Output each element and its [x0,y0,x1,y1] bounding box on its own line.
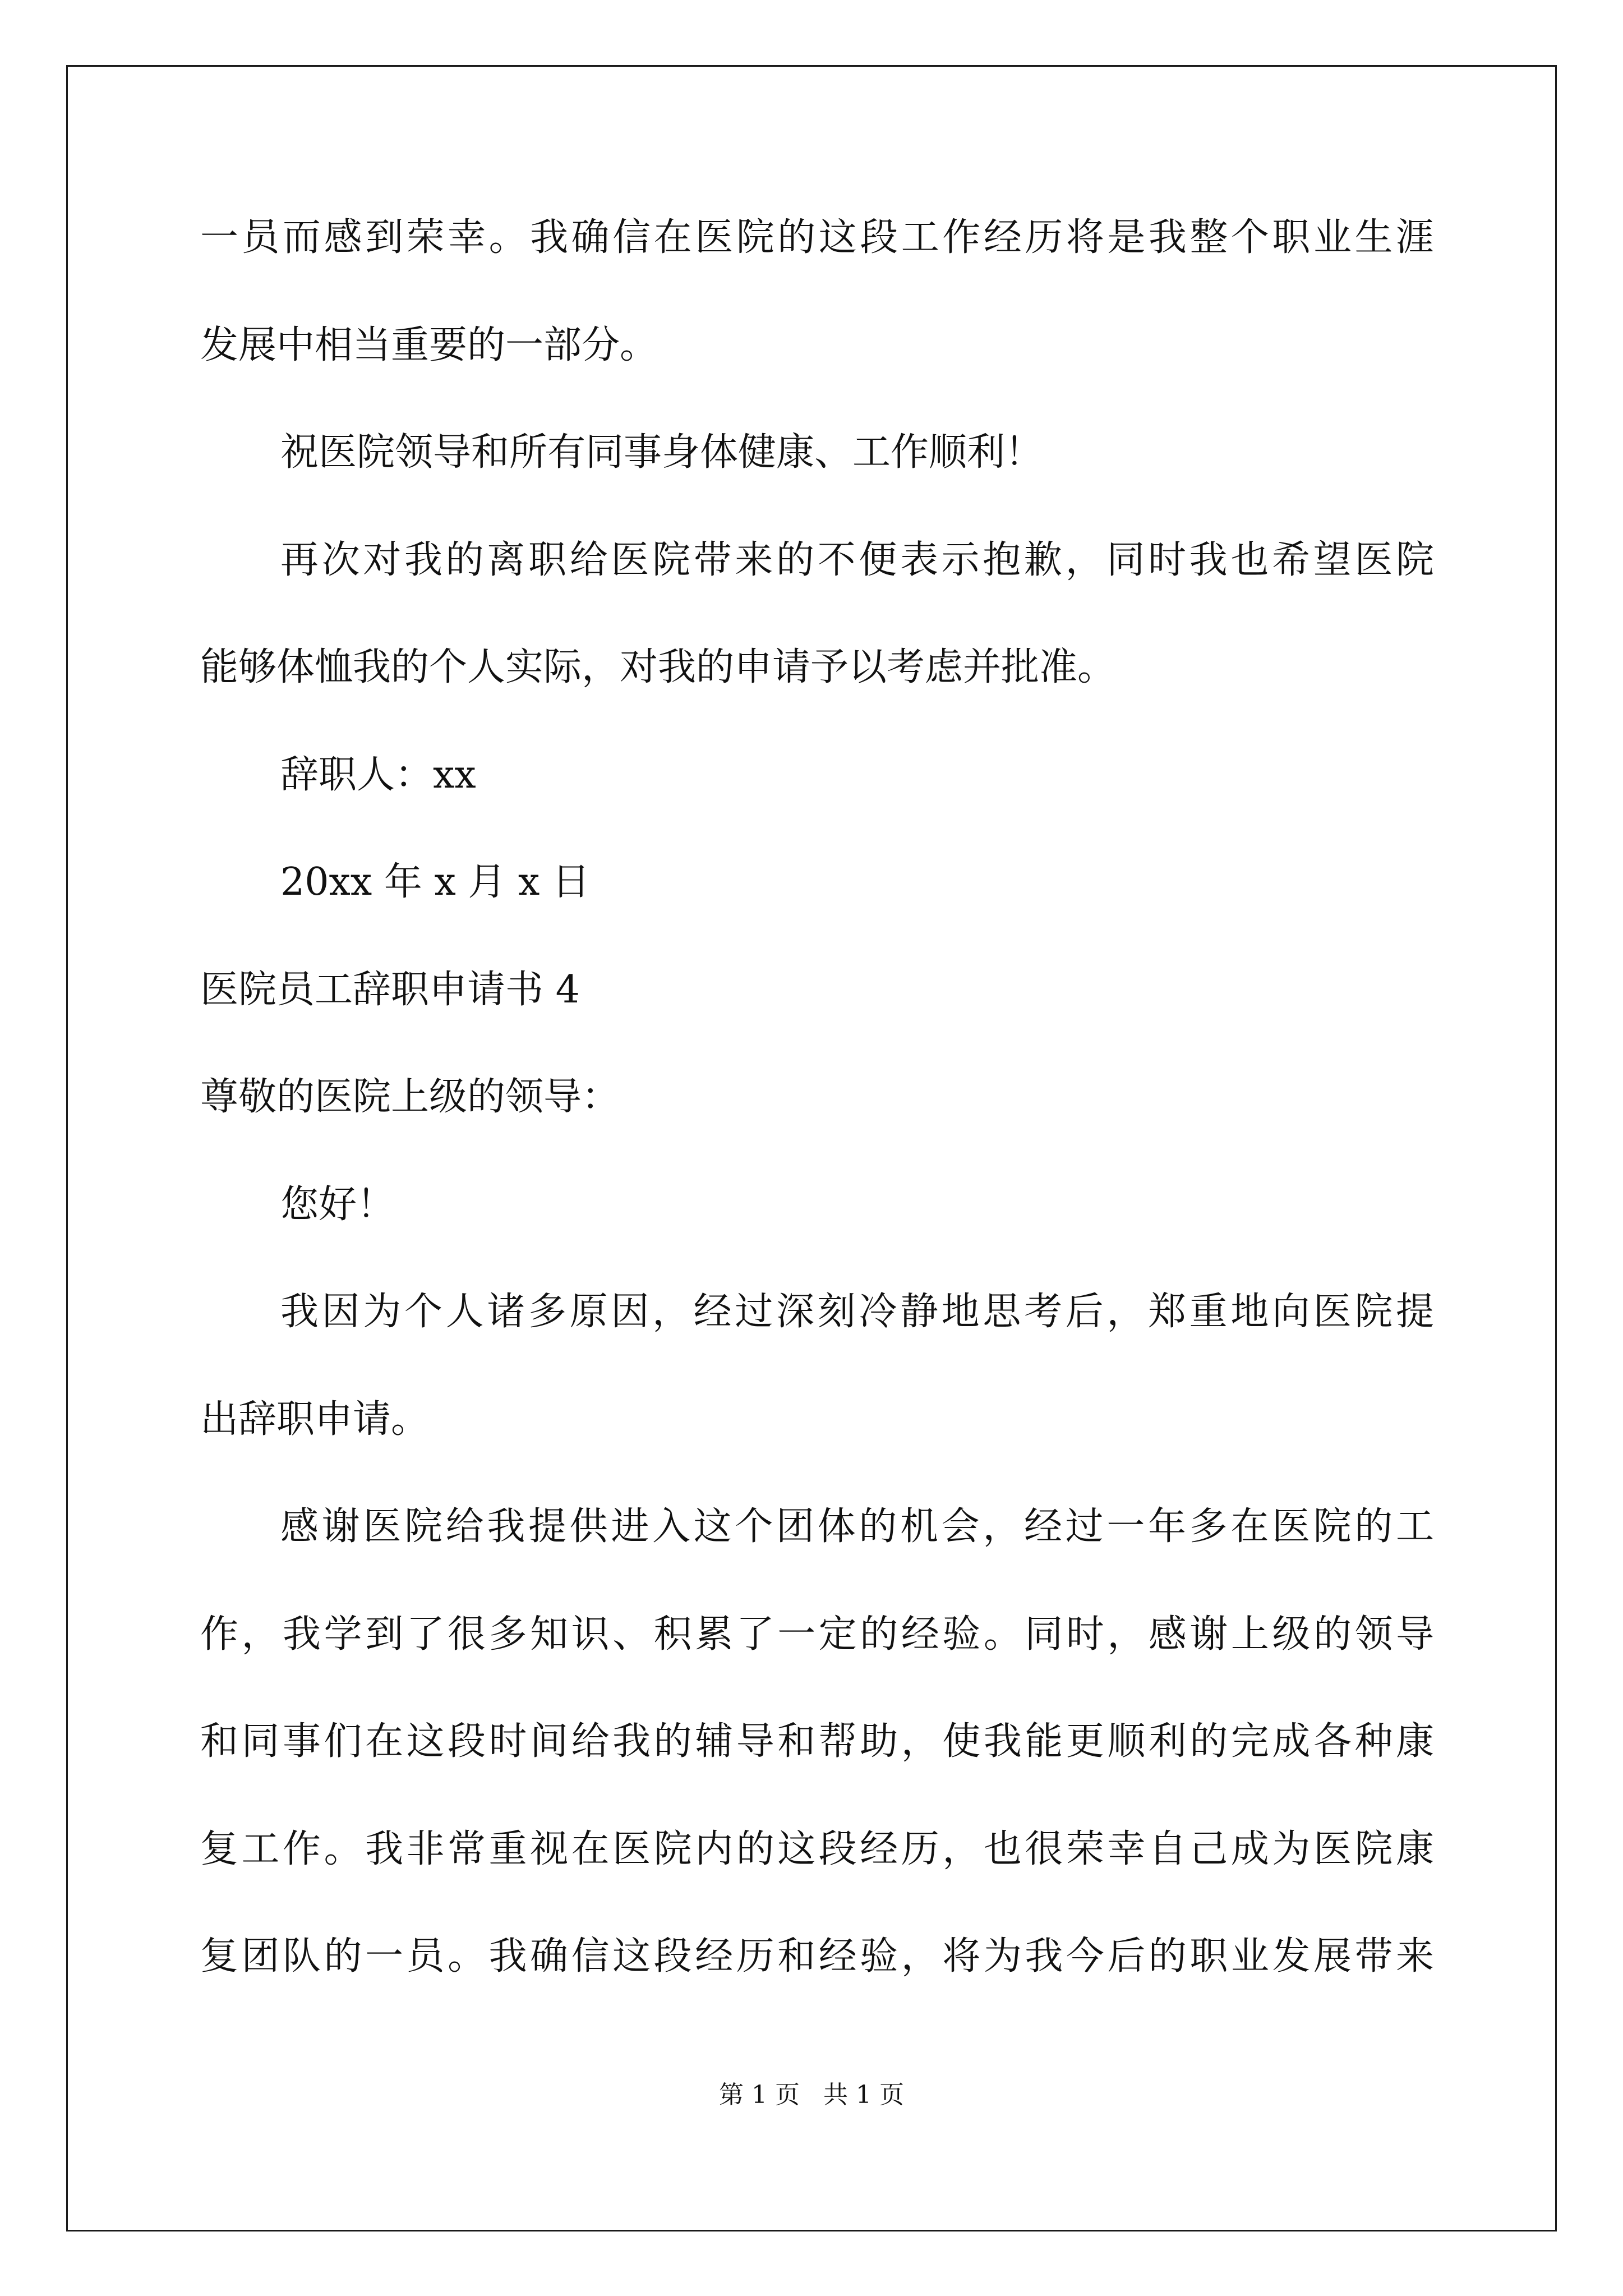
text-line: 能够体恤我的个人实际，对我的申请予以考虑并批准。 [200,645,1116,689]
text-line: 祝医院领导和所有同事身体健康、工作顺利！ [280,430,1044,475]
text-line: 复工作。我非常重视在医院内的这段经历，也很荣幸自己成为医院康 [200,1826,1434,1871]
text-line: 再次对我的离职给医院带来的不便表示抱歉，同时我也希望医院 [280,537,1434,582]
page-number: 第 1 页 [719,2081,800,2109]
section-title: 医院员工辞职申请书 4 [200,967,580,1012]
text-line: 和同事们在这段时间给我的辅导和帮助，使我能更顺利的完成各种康 [200,1719,1434,1764]
text-line: 感谢医院给我提供进入这个团体的机会，经过一年多在医院的工 [280,1504,1434,1549]
greeting: 您好！ [280,1182,395,1227]
text-line: 一员而感到荣幸。我确信在医院的这段工作经历将是我整个职业生涯 [200,215,1434,260]
page-footer [0,2078,1623,2112]
text-line: 复团队的一员。我确信这段经历和经验，将为我今后的职业发展带来 [200,1934,1434,1978]
salutation: 尊敬的医院上级的领导： [200,1075,620,1119]
page-count: 共 1 页 [823,2081,904,2109]
date-line: 20xx 年 x 月 x 日 [280,860,591,904]
text-line: 作，我学到了很多知识、积累了一定的经验。同时，感谢上级的领导 [200,1612,1434,1657]
text-line: 出辞职申请。 [200,1397,430,1442]
text-line: 发展中相当重要的一部分。 [200,323,658,367]
signer-line: 辞职人：xx [280,752,476,797]
document-body [200,210,1434,2036]
text-line: 我因为个人诸多原因，经过深刻冷静地思考后，郑重地向医院提 [280,1290,1434,1334]
